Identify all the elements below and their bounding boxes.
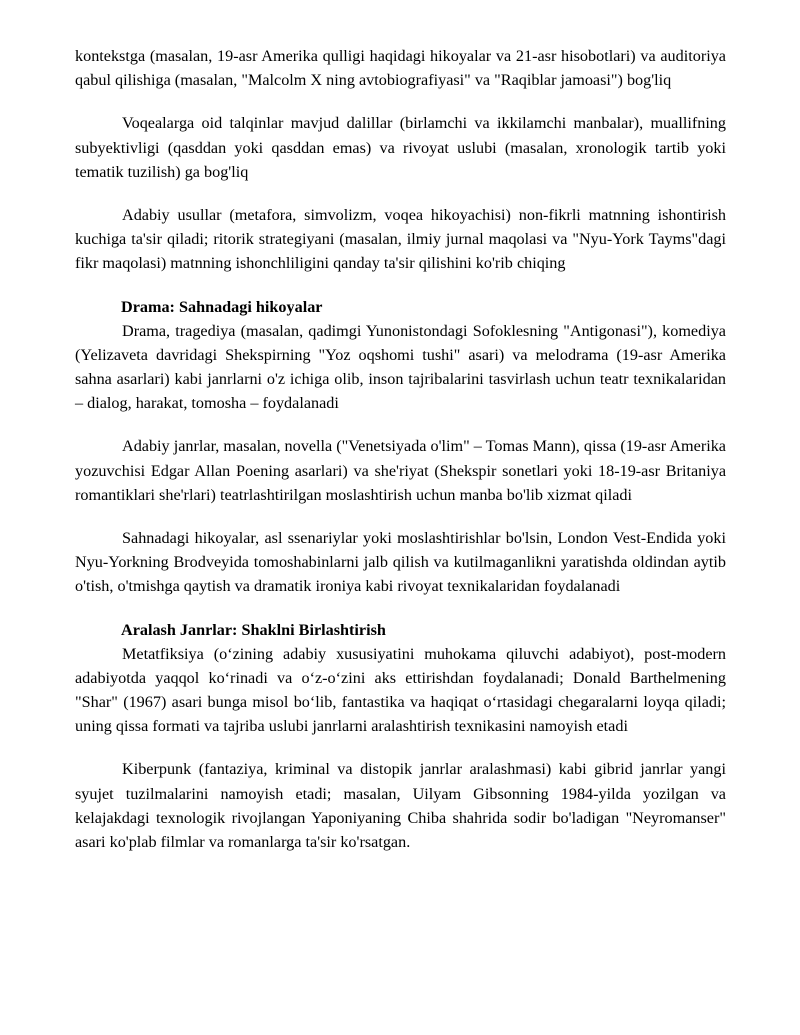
paragraph-drama-genres: Drama, tragediya (masalan, qadimgi Yunonistondagi Sofoklesning "Antigonasi"), komediya (Yelizaveta davridagi Shekspirning "Yoz oqshomi tushi" asari) va melodrama (19-asr Amerika sahna asarlari) kabi janrlarni o'z ichiga olib, inson tajribalarini tasvirlash uchun teatr texnikalaridan – dialog, harakat, tomosha – foydalanadi — [75, 321, 726, 413]
section-heading-drama: Drama: Sahnadagi hikoyalar — [121, 297, 323, 316]
document-page — [75, 44, 726, 854]
paragraph-metafiction: Metatfiksiya (o‘zining adabiy xususiyatini muhokama qiluvchi adabiyot), post-modern adabiyotda yaqqol ko‘rinadi va o‘z-o‘zini aks ettirishdan foydalanadi; Donald Barthelmening "Shar" (1967) asari bunga misol bo‘lib, fantastika va haqiqat o‘rtasidagi chegaralarni loyqa qiladi; uning qissa formati va tajriba uslubi janrlarni aralashtirish texnikasini namoyish etadi — [75, 644, 726, 736]
paragraph-stage-stories: Sahnadagi hikoyalar, asl ssenariylar yoki moslashtirishlar bo'lsin, London Vest-Endida yoki Nyu-Yorkning Brodveyida tomoshabinlarni jalb qilish va kutilmaganlikni yaratishda oldindan aytib o'tish, o'tmishga qaytish va dramatik ironiya kabi rivoyat texnikalaridan foydalanadi — [75, 529, 726, 596]
paragraph-interpretations: Voqealarga oid talqinlar mavjud dalillar (birlamchi va ikkilamchi manbalar), muallifning subyektivligi (qasddan yoki qasddan emas) va rivoyat uslubi (masalan, xronologik tartib yoki tematik tuzilish) ga bog'liq — [75, 114, 726, 181]
paragraph-literary-genres: Adabiy janrlar, masalan, novella ("Venetsiyada o'lim" – Tomas Mann), qissa (19-asr Amerika yozuvchisi Edgar Allan Poening asarlari) va she'riyat (Shekspir sonetlari yoki 18-19-asr Britaniya romantiklari she'rlari) teatrlashtirilgan moslashtirish uchun manba bo'lib xizmat qiladi — [75, 437, 726, 504]
paragraph-literary-devices: Adabiy usullar (metafora, simvolizm, voqea hikoyachisi) non-fikrli matnning ishontirish kuchiga ta'sir qiladi; ritorik strategiyani (masalan, ilmiy jurnal maqolasi va "Nyu-York Tayms"dagi fikr maqolasi) matnning ishonchliligini qanday ta'sir qilishini ko'rib chiqing — [75, 206, 726, 273]
paragraph-continuation: kontekstga (masalan, 19-asr Amerika qulligi haqidagi hikoyalar va 21-asr hisobotlari) va auditoriya qabul qilishiga (masalan, "Malcolm X ning avtobiografiyasi" va "Raqiblar jamoasi") bog'liq — [75, 47, 726, 90]
paragraph-cyberpunk: Kiberpunk (fantaziya, kriminal va distopik janrlar aralashmasi) kabi gibrid janrlar yangi syujet tuzilmalarini namoyish etadi; masalan, Uilyam Gibsonning 1984-yilda yozilgan va kelajakdagi texnologik rivojlangan Yaponiyaning Chiba shahrida sodir bo'ladigan "Neyromanser" asari ko'plab filmlar va romanlarga ta'sir ko'rsatgan. — [75, 760, 726, 852]
section-heading-mixed-genres: Aralash Janrlar: Shaklni Birlashtirish — [121, 620, 386, 639]
